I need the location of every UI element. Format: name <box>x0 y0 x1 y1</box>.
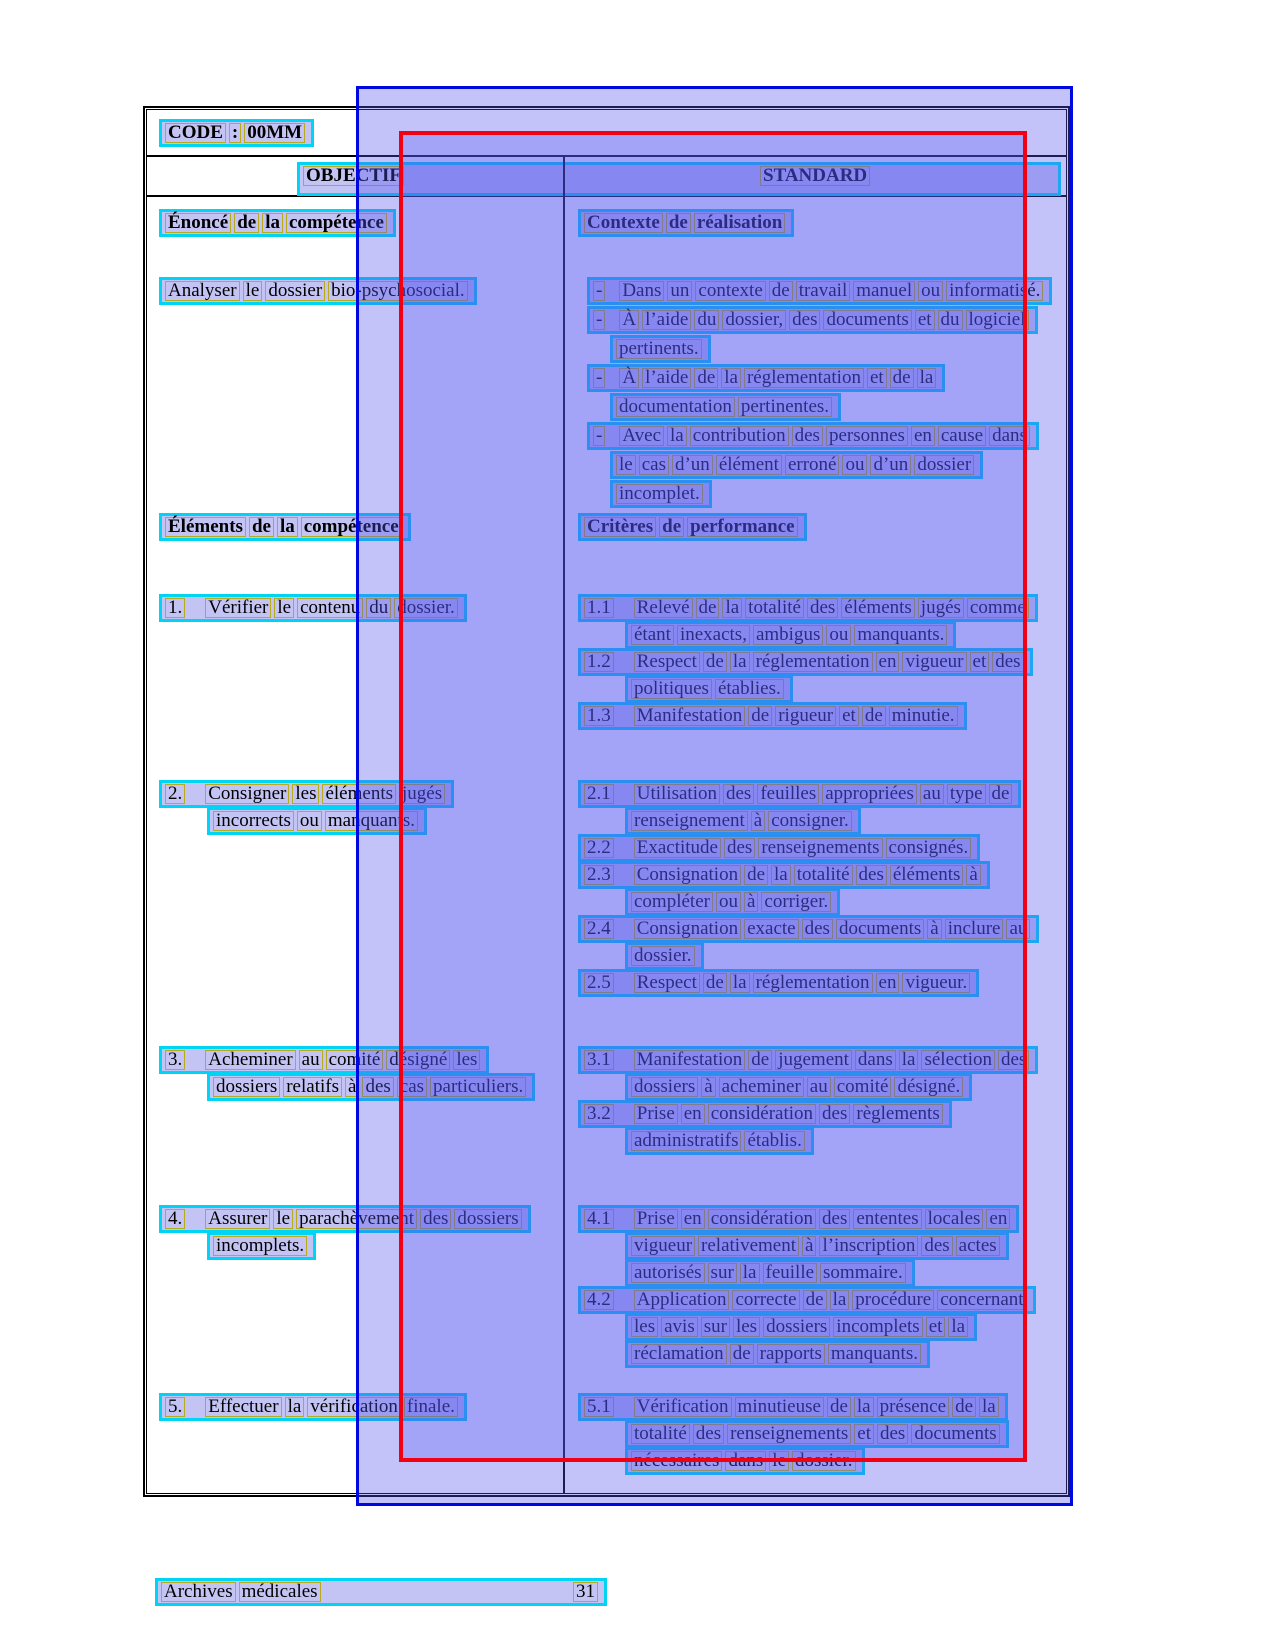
word-box: ambigus <box>753 625 823 645</box>
word-box: administratifs <box>631 1131 741 1151</box>
contexte-bullets <box>565 277 1092 509</box>
criterion-number: 2.3 <box>584 865 614 885</box>
word-box: de <box>696 598 720 618</box>
word-box: réglementation <box>753 652 873 672</box>
word-box: le <box>616 455 636 475</box>
word-box: comité <box>834 1077 892 1097</box>
word-box: un <box>667 281 692 301</box>
word-box: dossiers <box>763 1317 830 1337</box>
word-box: manquants. <box>854 625 947 645</box>
word-box: au <box>299 1050 323 1070</box>
word-box: des <box>856 865 887 885</box>
word-box: Consigner <box>205 784 289 804</box>
word-box: dossiers <box>454 1209 521 1229</box>
word-box: Respect <box>634 973 700 993</box>
word-box: parachèvement <box>296 1209 417 1229</box>
word-box: des <box>420 1209 451 1229</box>
word-box: type <box>947 784 986 804</box>
word-box: STANDARD <box>760 166 870 186</box>
bullet-marker: - <box>593 426 605 446</box>
word-box: Énoncé <box>165 213 231 233</box>
word-box: la <box>730 652 750 672</box>
word-box: à <box>966 865 980 885</box>
word-box: CODE <box>165 123 226 143</box>
word-box: l’inscription <box>819 1236 918 1256</box>
word-box: dans <box>725 1451 766 1471</box>
word-box: À <box>619 368 639 388</box>
word-box: renseignement <box>631 811 748 831</box>
word-box: des <box>789 310 820 330</box>
item-number: 3. <box>165 1050 185 1070</box>
item-number: 1. <box>165 598 185 618</box>
word-box: établis. <box>744 1131 804 1151</box>
word-box: sur <box>701 1317 730 1337</box>
word-box: et <box>839 706 859 726</box>
word-box: en <box>986 1209 1010 1229</box>
word-box: de <box>694 368 718 388</box>
criterion-number: 5.1 <box>584 1397 614 1417</box>
word-box: des <box>792 426 823 446</box>
word-box: de <box>748 706 772 726</box>
word-box: à <box>345 1077 359 1097</box>
word-box: compétence <box>286 213 387 233</box>
word-box: la <box>262 213 283 233</box>
word-box: dans <box>989 426 1030 446</box>
word-box: bio-psychosocial. <box>328 281 468 301</box>
enonce-title <box>147 209 575 236</box>
word-box: corriger. <box>761 892 831 912</box>
bullet-marker: - <box>593 310 605 330</box>
word-box: en <box>911 426 935 446</box>
word-box: renseignements <box>727 1424 851 1444</box>
word-box: la <box>277 517 298 537</box>
word-box: la <box>830 1290 850 1310</box>
word-box: les <box>631 1317 658 1337</box>
word-box: relatifs <box>283 1077 342 1097</box>
word-box: réglementation <box>744 368 864 388</box>
word-box: contexte <box>695 281 765 301</box>
word-box: compétence <box>301 517 402 537</box>
word-box: pertinents. <box>616 339 702 359</box>
word-box: la <box>948 1317 968 1337</box>
word-box: de <box>952 1397 976 1417</box>
word-box: éléments <box>322 784 396 804</box>
word-box: Consignation <box>634 865 741 885</box>
criterion-number: 1.1 <box>584 598 614 618</box>
bullet-marker: - <box>593 281 605 301</box>
word-box: comme <box>967 598 1029 618</box>
word-box: ou <box>842 455 867 475</box>
word-box: la <box>917 368 937 388</box>
word-box: la <box>979 1397 999 1417</box>
word-box: Critères <box>584 517 656 537</box>
word-box: documentation <box>616 397 735 417</box>
word-box: Assurer <box>205 1209 270 1229</box>
word-box: à <box>751 811 765 831</box>
word-box: règlements <box>853 1104 942 1124</box>
word-box: Utilisation <box>634 784 720 804</box>
word-box: à <box>927 919 941 939</box>
item-number: 4. <box>165 1209 185 1229</box>
word-box: dossier, <box>722 310 786 330</box>
word-box: la <box>722 598 742 618</box>
word-box: correcte <box>732 1290 799 1310</box>
word-box: du <box>366 598 391 618</box>
word-box: Analyser <box>165 281 240 301</box>
criteria-group-1 <box>565 594 1083 729</box>
word-box: présence <box>877 1397 949 1417</box>
word-box: à <box>701 1077 715 1097</box>
criteria-group-3 <box>565 1046 1083 1154</box>
criteria-group-5 <box>565 1393 1083 1474</box>
word-box: des <box>877 1424 908 1444</box>
word-box: : <box>229 123 241 143</box>
word-box: éléments <box>841 598 915 618</box>
word-box: médicales <box>239 1582 321 1602</box>
word-box: de <box>748 1050 772 1070</box>
word-box: Vérifier <box>205 598 271 618</box>
word-box: l’aide <box>642 310 691 330</box>
word-box: des <box>819 1104 850 1124</box>
word-box: ou <box>918 281 943 301</box>
word-box: rigueur <box>775 706 836 726</box>
word-box: inexacts, <box>677 625 750 645</box>
word-box: documents <box>911 1424 999 1444</box>
word-box: travail <box>796 281 851 301</box>
word-box: Prise <box>634 1104 678 1124</box>
word-box: les <box>733 1317 760 1337</box>
word-box: de <box>730 1344 754 1364</box>
word-box: considération <box>708 1104 816 1124</box>
word-box: logiciel <box>966 310 1029 330</box>
word-box: la <box>899 1050 919 1070</box>
word-box: compléter <box>631 892 713 912</box>
word-box: désigné. <box>894 1077 963 1097</box>
word-box: renseignements <box>758 838 882 858</box>
element-item-1 <box>147 594 575 621</box>
word-box: OBJECTIF <box>303 166 404 186</box>
word-box: totalité <box>631 1424 690 1444</box>
word-box: concernant <box>937 1290 1026 1310</box>
word-box: la <box>667 426 687 446</box>
word-box: des <box>724 838 755 858</box>
word-box: erroné <box>785 455 840 475</box>
word-box: de <box>666 213 691 233</box>
word-box: dossier <box>914 455 974 475</box>
word-box: réglementation <box>753 973 873 993</box>
word-box: Effectuer <box>205 1397 281 1417</box>
table-inner-border <box>146 109 1067 1494</box>
competency-table <box>143 106 1070 1497</box>
word-box: de <box>249 517 274 537</box>
word-box: en <box>876 652 900 672</box>
word-box: feuilles <box>757 784 819 804</box>
word-box: ou <box>826 625 851 645</box>
word-box: informatisé. <box>946 281 1043 301</box>
word-box: contribution <box>690 426 789 446</box>
word-box: Manifestation <box>634 706 746 726</box>
page-number <box>573 1582 601 1602</box>
word-box: sommaire. <box>820 1263 906 1283</box>
word-box: établies. <box>715 679 784 699</box>
word-box: de <box>744 865 768 885</box>
word-box: finale. <box>404 1397 458 1417</box>
word-box: autorisés <box>631 1263 705 1283</box>
footer-line <box>155 1578 607 1606</box>
word-box: incorrects <box>213 811 294 831</box>
word-box: vigueur <box>902 652 966 672</box>
word-box: vigueur <box>631 1236 695 1256</box>
word-box: incomplets <box>833 1317 922 1337</box>
word-box: incomplets. <box>213 1236 307 1256</box>
criteria-group-4 <box>565 1205 1083 1367</box>
table-body <box>147 197 1066 1493</box>
word-box: jugés <box>399 784 445 804</box>
word-box: dossier. <box>631 946 695 966</box>
word-box: à <box>802 1236 816 1256</box>
word-box: ou <box>297 811 322 831</box>
word-box: des <box>921 1236 952 1256</box>
word-box: et <box>867 368 887 388</box>
word-box: au <box>807 1077 831 1097</box>
criterion-number: 2.1 <box>584 784 614 804</box>
word-box: de <box>803 1290 827 1310</box>
word-box: et <box>970 652 990 672</box>
word-box: dossier. <box>394 598 458 618</box>
word-box: élément <box>716 455 782 475</box>
word-box: la <box>854 1397 874 1417</box>
word-box: ou <box>716 892 741 912</box>
criterion-number: 4.1 <box>584 1209 614 1229</box>
word-box: rapports <box>757 1344 825 1364</box>
criterion-number: 3.2 <box>584 1104 614 1124</box>
table-header-row <box>147 157 1066 197</box>
criterion-number: 3.1 <box>584 1050 614 1070</box>
word-box: vigueur. <box>902 973 970 993</box>
word-box: au <box>920 784 944 804</box>
element-item-2 <box>147 780 575 834</box>
word-box: sélection <box>921 1050 995 1070</box>
word-box: feuille <box>763 1263 818 1283</box>
word-box: du <box>938 310 963 330</box>
word-box: documents <box>823 310 911 330</box>
word-box: des <box>802 919 833 939</box>
criterion-number: 2.4 <box>584 919 614 939</box>
code-line-box <box>159 119 314 147</box>
word-box: cas <box>639 455 669 475</box>
word-box: documents <box>836 919 924 939</box>
word-box: de <box>769 281 793 301</box>
word-box: dossier <box>265 281 325 301</box>
word-box: Éléments <box>165 517 246 537</box>
word-box: la <box>771 865 791 885</box>
word-box: nécessaires <box>631 1451 722 1471</box>
word-box: des <box>992 652 1023 672</box>
word-box: locales <box>925 1209 984 1229</box>
header-line-box <box>297 162 1061 196</box>
word-box: réclamation <box>631 1344 727 1364</box>
word-box: de <box>862 706 886 726</box>
word-box: des <box>723 784 754 804</box>
word-box: d’un <box>672 455 713 475</box>
word-box: Consignation <box>634 919 741 939</box>
item-number: 5. <box>165 1397 185 1417</box>
word-box: À <box>619 310 639 330</box>
word-box: cause <box>938 426 986 446</box>
criteria-group-2 <box>565 780 1083 996</box>
element-item-4 <box>147 1205 575 1259</box>
word-box: avis <box>661 1317 698 1337</box>
word-box: 31 <box>573 1582 598 1602</box>
word-box: Application <box>634 1290 730 1310</box>
word-box: Dans <box>619 281 664 301</box>
word-box: consigner. <box>768 811 852 831</box>
element-item-5 <box>147 1393 575 1420</box>
word-box: des <box>693 1424 724 1444</box>
word-box: 00MM <box>244 123 305 143</box>
word-box: cas <box>397 1077 427 1097</box>
word-box: et <box>926 1317 946 1337</box>
word-box: Relevé <box>634 598 693 618</box>
word-box: des <box>807 598 838 618</box>
word-box: Exactitude <box>634 838 721 858</box>
word-box: acheminer <box>719 1077 804 1097</box>
word-box: du <box>694 310 719 330</box>
word-box: de <box>890 368 914 388</box>
word-box: relativement <box>698 1236 799 1256</box>
word-box: la <box>730 973 750 993</box>
word-box: de <box>703 652 727 672</box>
elements-title <box>147 513 575 540</box>
word-box: le <box>273 1209 293 1229</box>
word-box: Avec <box>619 426 664 446</box>
criterion-number: 1.2 <box>584 652 614 672</box>
word-box: Manifestation <box>634 1050 746 1070</box>
word-box: Acheminer <box>205 1050 295 1070</box>
word-box: manquants. <box>325 811 418 831</box>
word-box: Contexte <box>584 213 663 233</box>
word-box: des <box>362 1077 393 1097</box>
word-box: réalisation <box>694 213 786 233</box>
word-box: pertinentes. <box>738 397 832 417</box>
word-box: consignés. <box>886 838 972 858</box>
word-box: la <box>721 368 741 388</box>
word-box: dossier. <box>792 1451 856 1471</box>
word-box: exacte <box>744 919 799 939</box>
word-box: dossiers <box>213 1077 280 1097</box>
word-box: et <box>854 1424 874 1444</box>
word-box: l’aide <box>642 368 691 388</box>
word-box: Vérification <box>634 1397 732 1417</box>
word-box: les <box>292 784 319 804</box>
criterion-number: 1.3 <box>584 706 614 726</box>
word-box: à <box>744 892 758 912</box>
criterion-number: 4.2 <box>584 1290 614 1310</box>
bullet-marker: - <box>593 368 605 388</box>
word-box: jugés <box>918 598 964 618</box>
word-box: incomplet. <box>616 484 703 504</box>
word-box: procédure <box>852 1290 934 1310</box>
word-box: de <box>989 784 1013 804</box>
word-box: de <box>234 213 259 233</box>
word-box: des <box>998 1050 1029 1070</box>
word-box: au <box>1006 919 1030 939</box>
word-box: la <box>285 1397 305 1417</box>
word-box: éléments <box>890 865 964 885</box>
word-box: sur <box>708 1263 737 1283</box>
contexte-title <box>565 209 1083 236</box>
criterion-number: 2.5 <box>584 973 614 993</box>
word-box: des <box>819 1209 850 1229</box>
criteres-title <box>565 513 1083 540</box>
word-box: personnes <box>826 426 908 446</box>
enonce-text <box>147 277 575 304</box>
word-box: particuliers. <box>430 1077 526 1097</box>
word-box: le <box>243 281 263 301</box>
word-box: désigné <box>386 1050 450 1070</box>
code-row <box>147 110 1066 157</box>
word-box: en <box>876 973 900 993</box>
code-text <box>165 122 308 143</box>
footer-text <box>161 1582 324 1602</box>
word-box: minutieuse <box>735 1397 824 1417</box>
word-box: minutie. <box>889 706 958 726</box>
word-box: dossiers <box>631 1077 698 1097</box>
word-box: Prise <box>634 1209 678 1229</box>
criterion-number: 2.2 <box>584 838 614 858</box>
word-box: performance <box>687 517 797 537</box>
word-box: les <box>453 1050 480 1070</box>
word-box: en <box>681 1209 705 1229</box>
word-box: contenu <box>297 598 363 618</box>
word-box: vérification <box>307 1397 401 1417</box>
objectif-header <box>303 165 407 186</box>
word-box: le <box>274 598 294 618</box>
word-box: totalité <box>745 598 804 618</box>
word-box: la <box>740 1263 760 1283</box>
word-box: politiques <box>631 679 712 699</box>
word-box: étant <box>631 625 674 645</box>
element-item-3 <box>147 1046 575 1100</box>
word-box: inclure <box>945 919 1004 939</box>
word-box: jugement <box>775 1050 852 1070</box>
word-box: ententes <box>853 1209 921 1229</box>
word-box: actes <box>956 1236 1000 1256</box>
standard-header <box>760 166 873 186</box>
word-box: de <box>659 517 684 537</box>
word-box: de <box>827 1397 851 1417</box>
word-box: le <box>769 1451 789 1471</box>
word-box: d’un <box>870 455 911 475</box>
word-box: totalité <box>794 865 853 885</box>
word-box: comité <box>326 1050 384 1070</box>
word-box: Respect <box>634 652 700 672</box>
word-box: en <box>681 1104 705 1124</box>
word-box: manuel <box>853 281 915 301</box>
word-box: et <box>915 310 935 330</box>
word-box: considération <box>708 1209 816 1229</box>
word-box: de <box>703 973 727 993</box>
item-number: 2. <box>165 784 185 804</box>
word-box: appropriées <box>822 784 917 804</box>
word-box: Archives <box>161 1582 236 1602</box>
word-box: dans <box>855 1050 896 1070</box>
word-box: manquants. <box>828 1344 921 1364</box>
